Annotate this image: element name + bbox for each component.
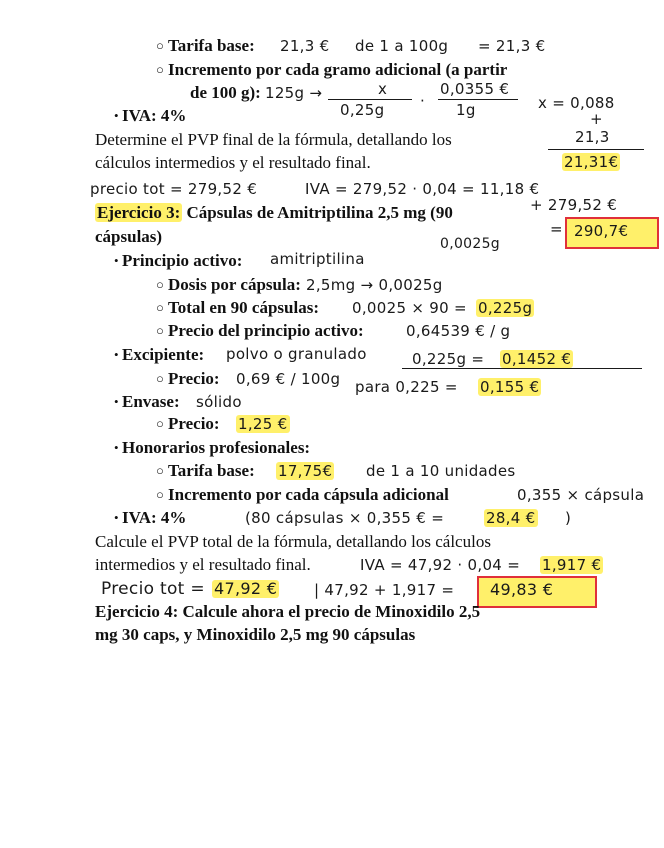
bullet-dot-icon: • <box>114 440 119 455</box>
principio-label: Principio activo: <box>122 251 243 270</box>
hw-dot: · <box>420 92 426 110</box>
dosis-label: Dosis por cápsula: <box>168 275 301 294</box>
hw-plus-27952: + 279,52 € <box>530 196 618 214</box>
hw-inc-grams: 125g → <box>265 84 323 102</box>
hw-amitriptilina: amitriptilina <box>270 250 365 268</box>
hw-result-1: 290,7€ <box>574 222 629 240</box>
hw-precio-tot-2-value: 47,92 € <box>214 579 278 598</box>
hw-precio-exc-result: 0,155 € <box>480 378 540 396</box>
hw-sum-213: 21,3 <box>575 128 610 146</box>
hw-frac-0355: 0,0355 € <box>440 80 510 98</box>
iva-2-label: IVA: 4% <box>122 508 187 527</box>
precio-pa-label: Precio del principio activo: <box>168 321 364 340</box>
bullet-dot-icon: • <box>114 347 119 362</box>
ej3-title-cont: cápsulas) <box>95 227 163 246</box>
hw-para: para 0,225 = <box>355 378 458 396</box>
tarifa-base-label: Tarifa base: <box>168 36 255 55</box>
underline <box>402 368 642 369</box>
hw-dose-small: 0,0025g <box>440 236 500 252</box>
hw-frac-1g: 1g <box>456 101 476 119</box>
hw-iva2-paren: ) <box>565 509 572 527</box>
honorarios-label: Honorarios profesionales: <box>122 438 311 457</box>
hw-tarifa-value: 21,3 € <box>280 37 330 55</box>
incremento-2-label: Incremento por cada cápsula adicional <box>168 485 449 504</box>
hw-total-value: 0,225g <box>478 299 533 317</box>
hw-result-2: 49,83 € <box>490 580 554 599</box>
hw-iva-calc-1: IVA = 279,52 · 0,04 = 11,18 € <box>305 180 540 198</box>
bullet-circle-icon: ○ <box>156 416 164 431</box>
bullet-dot-icon: • <box>114 253 119 268</box>
hw-precio-tot-2: Precio tot = <box>101 579 205 599</box>
hw-precio-pa: 0,64539 € / g <box>406 322 511 340</box>
ej3-label: Ejercicio 3: <box>97 203 181 222</box>
hw-exc-mult: 0,225g = <box>412 350 485 368</box>
hw-frac-x: x <box>378 80 388 98</box>
hw-tarifa2-range: de 1 a 10 unidades <box>366 462 516 480</box>
bullet-circle-icon: ○ <box>156 62 164 77</box>
fraction-bar <box>438 99 518 100</box>
iva-label: IVA: 4% <box>122 106 187 125</box>
ej4-text-cont: mg 30 caps, y Minoxidilo 2,5 mg 90 cápsulas <box>95 625 416 644</box>
calcule-text: Calcule el PVP total de la fórmula, detallando los cálculos <box>95 532 491 551</box>
bullet-circle-icon: ○ <box>156 38 164 53</box>
hw-tarifa-result: = 21,3 € <box>478 37 546 55</box>
ej3-title: Cápsulas de Amitriptilina 2,5 mg (90 <box>186 203 453 222</box>
hw-dosis-value: 2,5mg → 0,0025g <box>306 276 443 294</box>
fraction-bar <box>328 99 412 100</box>
precio-env-label: Precio: <box>168 414 220 433</box>
incremento-label: Incremento por cada gramo adicional (a partir <box>168 60 508 79</box>
determine-text-cont: cálculos intermedios y el resultado final. <box>95 153 371 172</box>
incremento-label-cont: de 100 g): <box>190 83 261 102</box>
hw-tarifa-range: de 1 a 100g <box>355 37 449 55</box>
hw-x-equals: x = 0,088 <box>538 94 615 112</box>
hw-exc-result: 0,1452 € <box>502 350 572 368</box>
bullet-dot-icon: • <box>114 108 119 123</box>
determine-text: Determine el PVP final de la fórmula, detallando los <box>95 130 452 149</box>
hw-total-calc: 0,0025 × 90 = <box>352 299 467 317</box>
hw-excipiente: polvo o granulado <box>226 345 367 363</box>
hw-iva3-result: 1,917 € <box>542 556 602 574</box>
bullet-circle-icon: ○ <box>156 371 164 386</box>
hw-inc2: 0,355 × cápsula <box>517 486 645 504</box>
hw-envase: sólido <box>196 393 242 411</box>
hw-precio-exc: 0,69 € / 100g <box>236 370 341 388</box>
total90-label: Total en 90 cápsulas: <box>168 298 319 317</box>
hw-tarifa2: 17,75€ <box>278 462 333 480</box>
hw-sum-result: 21,31€ <box>564 153 619 171</box>
bullet-circle-icon: ○ <box>156 300 164 315</box>
hw-equals: = <box>550 220 563 238</box>
sum-line <box>548 149 644 150</box>
bullet-dot-icon: • <box>114 510 119 525</box>
hw-iva2-calc: (80 cápsulas × 0,355 € = <box>245 509 445 527</box>
envase-label: Envase: <box>122 392 180 411</box>
precio-exc-label: Precio: <box>168 369 220 388</box>
hw-precio-tot-1: precio tot = 279,52 € <box>90 180 258 198</box>
hw-sum-2: | 47,92 + 1,917 = <box>314 581 455 599</box>
hw-frac-025: 0,25g <box>340 101 385 119</box>
bullet-dot-icon: • <box>114 394 119 409</box>
calcule-text-cont: intermedios y el resultado final. <box>95 555 311 574</box>
hw-precio-env: 1,25 € <box>238 415 288 433</box>
tarifa-base-2-label: Tarifa base: <box>168 461 255 480</box>
excipiente-label: Excipiente: <box>122 345 205 364</box>
bullet-circle-icon: ○ <box>156 277 164 292</box>
hw-iva3: IVA = 47,92 · 0,04 = <box>360 556 521 574</box>
ej4-text: Ejercicio 4: Calcule ahora el precio de Minoxidilo 2,5 <box>95 602 481 621</box>
hw-plus: + <box>590 110 603 128</box>
bullet-circle-icon: ○ <box>156 323 164 338</box>
hw-iva2-result: 28,4 € <box>486 509 536 527</box>
bullet-circle-icon: ○ <box>156 463 164 478</box>
bullet-circle-icon: ○ <box>156 487 164 502</box>
ej3-heading <box>95 203 453 223</box>
